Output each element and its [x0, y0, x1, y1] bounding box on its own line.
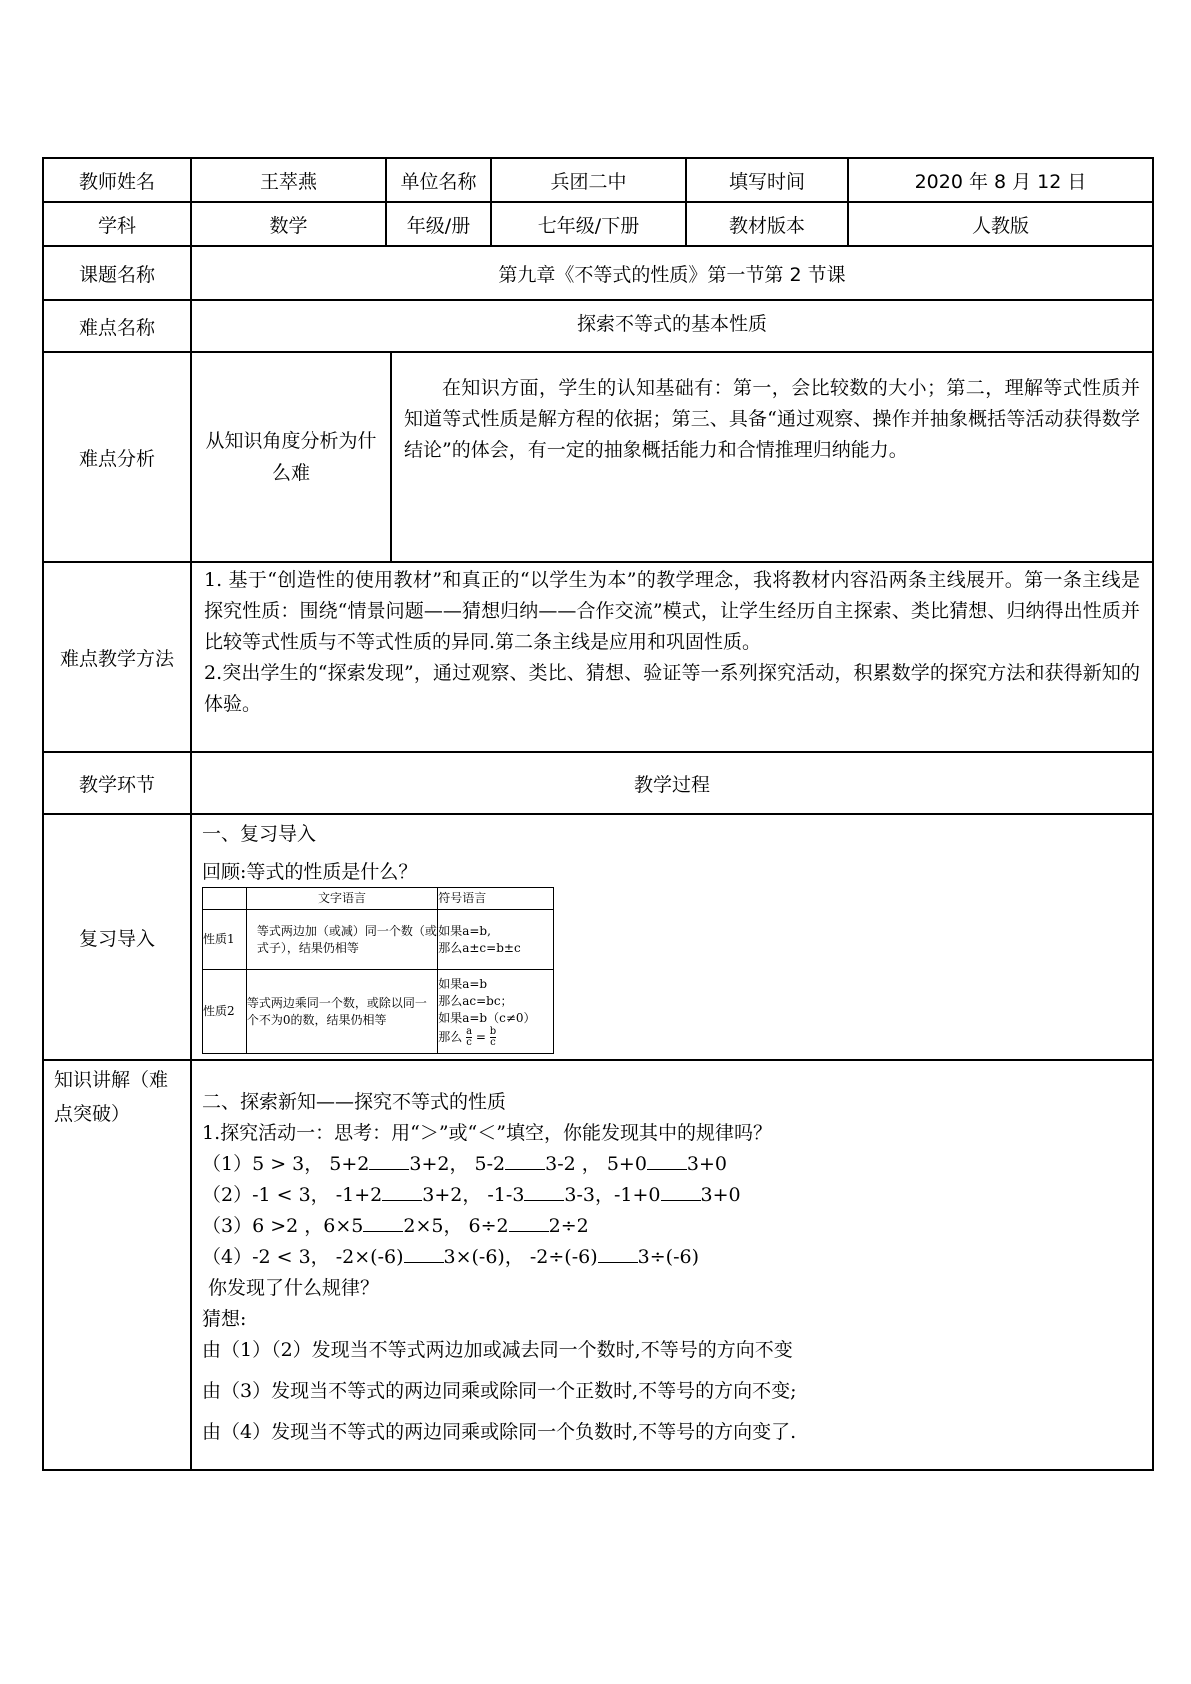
property-1-text: 等式两边加（或减）同一个数（或式子），结果仍相等: [246, 910, 437, 970]
knowledge-cell: [191, 1060, 1153, 1470]
property-2-name: 性质2: [203, 970, 247, 1054]
teacher-value: 王萃燕: [191, 158, 386, 202]
review-cell: [191, 814, 1153, 1060]
method-label: 难点教学方法: [43, 562, 191, 752]
equals-sign: =: [475, 1029, 486, 1044]
answer-blank[interactable]: [382, 1182, 422, 1201]
col-symbol-language: 符号语言: [438, 888, 554, 910]
header-row-2: [43, 202, 1153, 246]
knowledge-row: [43, 1060, 1153, 1470]
analysis-label: 难点分析: [43, 352, 191, 562]
fraction-b-over-c: $\frac{b}{c}$: [489, 1025, 497, 1048]
then-text: 那么: [438, 1029, 463, 1044]
knowledge-title: 二、探索新知——探究不等式的性质: [202, 1091, 507, 1113]
equality-properties-table: [202, 887, 554, 1054]
unit-label: 单位名称: [386, 158, 491, 202]
date-value: 2020 年 8 月 12 日: [848, 158, 1153, 202]
process-header-row: [43, 752, 1153, 814]
grade-value: 七年级/下册: [491, 202, 686, 246]
property-2-symbol-b: 那么ac=bc；: [438, 993, 513, 1008]
guess-label: 猜想:: [202, 1308, 247, 1330]
teacher-label: 教师姓名: [43, 158, 191, 202]
property-2-symbol-a: 如果a=b: [438, 976, 488, 991]
date-label: 填写时间: [686, 158, 848, 202]
exercise-line-2: （2）-1 < 3， -1+2 3+2， -1-3 3-3，-1+0 3+0: [202, 1184, 741, 1206]
knowledge-label: 知识讲解（难点突破）: [43, 1060, 191, 1470]
difficulty-row: [43, 300, 1153, 352]
col-text-language: 文字语言: [246, 888, 437, 910]
grade-label: 年级/册: [386, 202, 491, 246]
subject-value: 数学: [191, 202, 386, 246]
conclusion-3: 由（4）发现当不等式的两边同乘或除同一个负数时,不等号的方向变了.: [202, 1421, 797, 1443]
exercise-line-4: （4）-2 < 3， -2×(-6) 3×(-6)， -2÷(-6) 3÷(-6): [202, 1246, 699, 1268]
answer-blank[interactable]: [505, 1151, 545, 1170]
analysis-sub-label: 从知识角度分析为什么难: [192, 353, 392, 561]
review-row: [43, 814, 1153, 1060]
analysis-row: [43, 352, 1153, 562]
header-row-1: [43, 158, 1153, 202]
property-2-text: 等式两边乘同一个数，或除以同一个不为0的数，结果仍相等: [246, 970, 437, 1054]
answer-blank[interactable]: [404, 1244, 444, 1263]
process-label: 教学环节: [43, 752, 191, 814]
difficulty-label: 难点名称: [43, 300, 191, 352]
answer-blank[interactable]: [647, 1151, 687, 1170]
exercise-line-3: （3）6 >2 ，6×5 2×5， 6÷2 2÷2: [202, 1215, 589, 1237]
edition-value: 人教版: [848, 202, 1153, 246]
activity-prompt: 1.探究活动一：思考：用“＞”或“＜”填空，你能发现其中的规律吗？: [202, 1122, 772, 1144]
property-1-name: 性质1: [203, 910, 247, 970]
subject-label: 学科: [43, 202, 191, 246]
property-2-symbol-c: 如果a=b（c≠0）: [438, 1010, 536, 1025]
property-1-symbol-a: 如果a=b,: [438, 923, 491, 938]
method-paragraph-1: 1. 基于“创造性的使用教材”和真正的“以学生为本”的教学理念，我将教材内容沿两条主线展开。第一条主线是探究性质：围绕“情景问题——猜想归纳——合作交流”模式，让学生经历自主探索、类比猜想、归纳得出性质并比较等式性质与不等式性质的异同.第二条主线是应用和巩固性质。: [204, 569, 1140, 653]
lesson-plan-page: [42, 157, 1152, 1471]
answer-blank[interactable]: [598, 1244, 638, 1263]
conclusion-1: 由（1）（2）发现当不等式两边加或减去同一个数时,不等号的方向不变: [202, 1339, 793, 1361]
ask-pattern: 你发现了什么规律？: [202, 1277, 380, 1299]
method-paragraph-2: 2.突出学生的“探索发现”，通过观察、类比、猜想、验证等一系列探究活动，积累数学的探究方法和获得新知的体验。: [204, 662, 1140, 715]
topic-value: 第九章《不等式的性质》第一节第 2 节课: [191, 246, 1153, 300]
topic-label: 课题名称: [43, 246, 191, 300]
answer-blank[interactable]: [363, 1213, 403, 1232]
analysis-text: 在知识方面，学生的认知基础有：第一，会比较数的大小；第二，理解等式性质并知道等式性质是解方程的依据；第三、具备“通过观察、操作并抽象概括等活动获得数学结论”的体会，有一定的抽象概括能力和合情推理归纳能力。: [404, 377, 1140, 461]
conclusion-2: 由（3）发现当不等式的两边同乘或除同一个正数时,不等号的方向不变;: [202, 1380, 797, 1402]
method-cell: [191, 562, 1153, 752]
review-question: 回顾:等式的性质是什么？: [202, 861, 418, 883]
edition-label: 教材版本: [686, 202, 848, 246]
property-2-symbol-d: [438, 1027, 553, 1048]
unit-value: 兵团二中: [491, 158, 686, 202]
difficulty-value: 探索不等式的基本性质: [191, 300, 1153, 352]
answer-blank[interactable]: [509, 1213, 549, 1232]
process-value: 教学过程: [191, 752, 1153, 814]
fraction-a-over-c: $\frac{a}{c}$: [466, 1025, 473, 1048]
topic-row: [43, 246, 1153, 300]
analysis-cell: [191, 352, 1153, 562]
review-label: 复习导入: [43, 814, 191, 1060]
answer-blank[interactable]: [661, 1182, 701, 1201]
review-title: 一、复习导入: [202, 823, 317, 845]
answer-blank[interactable]: [369, 1151, 409, 1170]
answer-blank[interactable]: [524, 1182, 564, 1201]
method-row: [43, 562, 1153, 752]
property-1-symbol-b: 那么a±c=b±c: [438, 940, 521, 955]
lesson-plan-table: [42, 157, 1154, 1471]
exercise-line-1: （1）5 > 3， 5+2 3+2， 5-2 3-2 ， 5+0 3+0: [202, 1153, 728, 1175]
